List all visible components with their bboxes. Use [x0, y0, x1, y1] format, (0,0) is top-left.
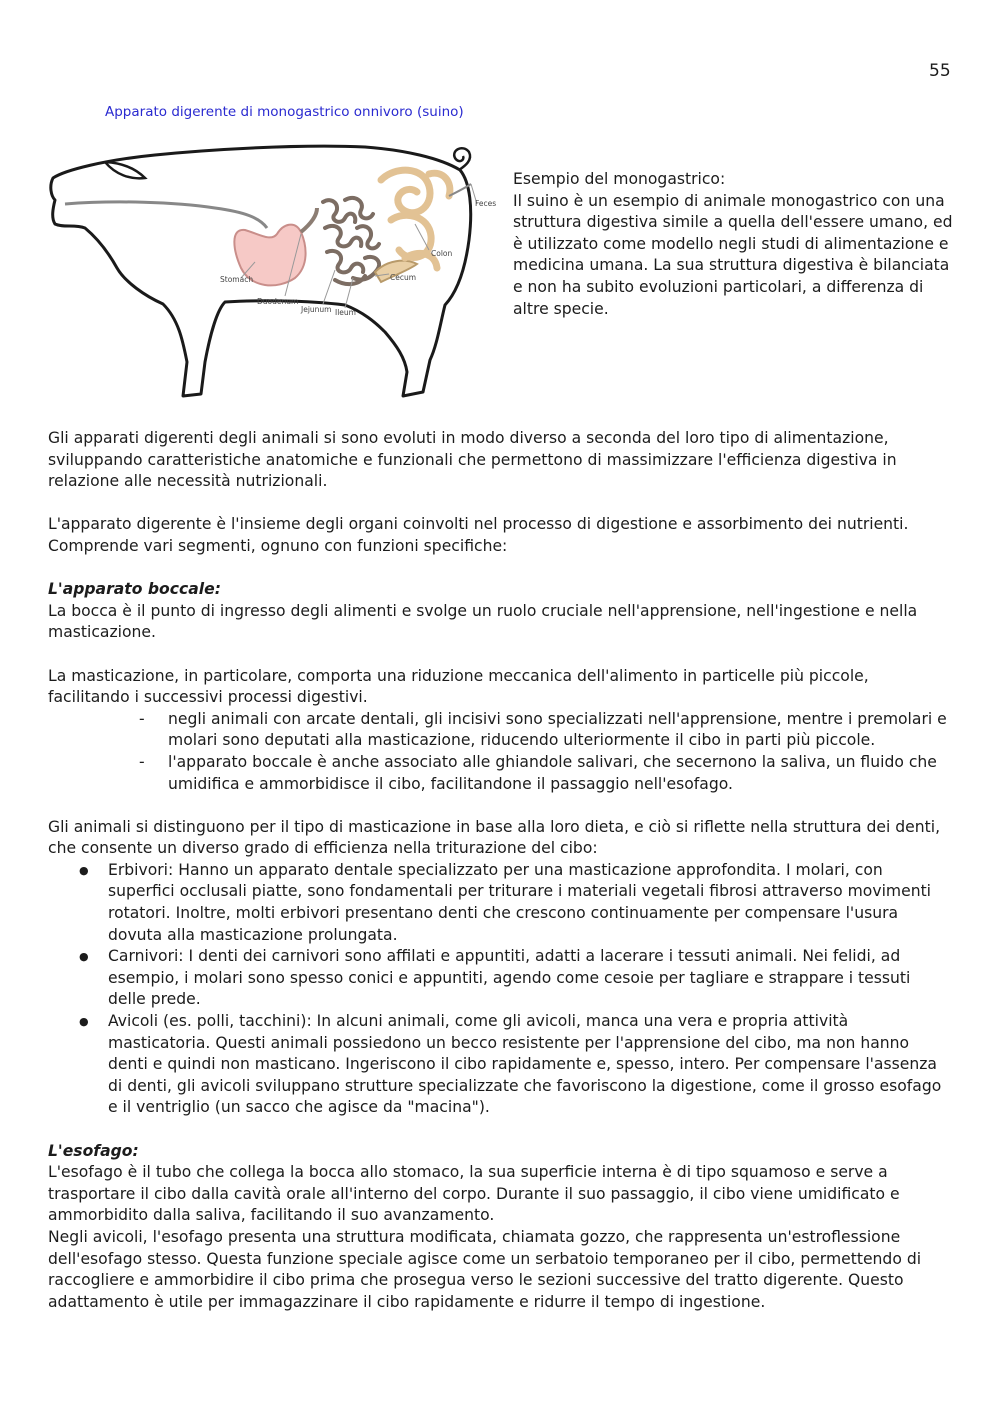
bullet-list	[48, 860, 953, 1119]
boccale-paragraph-2: La masticazione, in particolare, comporta una riduzione meccanica dell'alimento in particelle più piccole, facilitando i successivi processi digestivi.	[48, 666, 869, 707]
heading-apparato-boccale: L'apparato boccale:	[48, 580, 221, 599]
label-ileum: Ileum	[335, 308, 356, 317]
dash-mark: -	[139, 752, 145, 771]
list-item-text: Carnivori: I denti dei carnivori sono affilati e appuntiti, adatti a lacerare i tessuti animali. Nei felidi, ad esempio, i molari sono spesso conici e appuntiti, agendo come cesoie per tagliare e strappare i tessuti delle prede.	[108, 947, 911, 1009]
label-cecum: Cecum	[390, 273, 417, 282]
side-note-title: Esempio del monogastrico:	[513, 170, 726, 188]
main-text	[48, 428, 953, 1313]
small-intestine	[323, 198, 379, 284]
figure-title: Apparato digerente di monogastrico onnivoro (suino)	[105, 104, 464, 120]
page-number: 55	[929, 61, 951, 81]
boccale-paragraph-3: Gli animali si distinguono per il tipo di masticazione in base alla loro dieta, e ciò si riflette nella struttura dei denti, che consente un diverso grado di efficienza nella triturazione del cibo:	[48, 817, 941, 858]
esofago-paragraph-1: L'esofago è il tubo che collega la bocca allo stomaco, la sua superficie interna è di tipo squamoso e serve a trasportare il cibo dalla cavità orale all'interno del corpo. Durante il suo passaggio, il cibo viene umidificato e ammorbidito dalla saliva, facilitando il suo avanzamento.	[48, 1163, 900, 1225]
esofago-paragraph-2: Negli avicoli, l'esofago presenta una struttura modificata, chiamata gozzo, che rappresenta un'estroflessione dell'esofago stesso. Questa funzione speciale agisce come un serbatoio temporaneo per il cibo, permettendo di raccogliere e ammorbidire il cibo prima che prosegua verso le sezioni successive del tratto digerente. Questo adattamento è utile per immagazzinare il cibo rapidamente e ridurre il tempo di ingestione.	[48, 1227, 922, 1311]
intro-paragraph-1: Gli apparati digerenti degli animali si sono evoluti in modo diverso a seconda del loro tipo di alimentazione, sviluppando caratteristiche anatomiche e funzionali che permettono di massimizzare l'efficienza digestiva in relazione alle necessità nutrizionali.	[48, 429, 897, 491]
bullet-icon: ●	[79, 863, 89, 877]
pig-digestive-figure	[45, 100, 505, 405]
pig-illustration	[45, 100, 505, 405]
side-note	[513, 169, 953, 320]
list-item-text: Avicoli (es. polli, tacchini): In alcuni animali, come gli avicoli, manca una vera e propria attività masticatoria. Questi animali possiedono un becco resistente per l'apprensione del cibo, ma non hanno denti e quindi non masticano. Ingeriscono il cibo rapidamente e, spesso, intero. Per compensare l'assenza di denti, gli avicoli sviluppano strutture specializzate che favoriscono la digestione, come il grosso esofago e il ventriglio (un sacco che agisce da "macina").	[108, 1012, 942, 1117]
side-note-body: Il suino è un esempio di animale monogastrico con una struttura digestiva simile a quella dell'essere umano, ed è utilizzato come modello negli studi di alimentazione e medicina umana. La sua struttura digestiva è bilanciata e non ha subito evoluzioni particolari, a differenza di altre specie.	[513, 191, 953, 318]
dash-list	[48, 709, 953, 795]
bullet-icon: ●	[79, 1015, 89, 1029]
bullet-icon: ●	[79, 950, 89, 964]
list-item	[48, 946, 953, 1011]
list-item	[48, 1011, 953, 1119]
list-item	[48, 709, 953, 752]
label-jejunum: Jejunum	[301, 305, 332, 314]
list-item	[48, 860, 953, 946]
list-item-text: l'apparato boccale è anche associato alle ghiandole salivari, che secernono la saliva, un fluido che umidifica e ammorbidisce il cibo, facilitandone il passaggio nell'esofago.	[168, 752, 937, 793]
duodenum	[301, 208, 317, 232]
heading-esofago: L'esofago:	[48, 1141, 139, 1160]
label-duodenum: Duodenum	[257, 297, 299, 306]
esophagus	[65, 202, 267, 228]
list-item-text: negli animali con arcate dentali, gli incisivi sono specializzati nell'apprensione, mentre i premolari e molari sono deputati alla masticazione, riducendo ulteriormente il cibo in parti più piccole.	[168, 709, 947, 750]
pig-ear	[105, 162, 145, 178]
list-item-text: Erbivori: Hanno un apparato dentale specializzato per una masticazione approfondita. I molari, con superfici occlusali piatte, sono fondamentali per triturare i materiali vegetali fibrosi attraverso movimenti rotatori. Inoltre, molti erbivori presentano denti che crescono continuamente per compensare l'usura dovuta alla masticazione prolungata.	[108, 860, 932, 944]
label-stomach: Stomach	[220, 275, 254, 284]
boccale-paragraph-1: La bocca è il punto di ingresso degli alimenti e svolge un ruolo cruciale nell'apprensione, nell'ingestione e nella masticazione.	[48, 601, 918, 642]
label-feces: Feces	[475, 199, 497, 208]
intro-paragraph-2: L'apparato digerente è l'insieme degli organi coinvolti nel processo di digestione e assorbimento dei nutrienti. Comprende vari segmenti, ognuno con funzioni specifiche:	[48, 515, 909, 555]
label-colon: Colon	[431, 249, 453, 258]
list-item	[48, 752, 953, 795]
dash-mark: -	[139, 709, 145, 728]
